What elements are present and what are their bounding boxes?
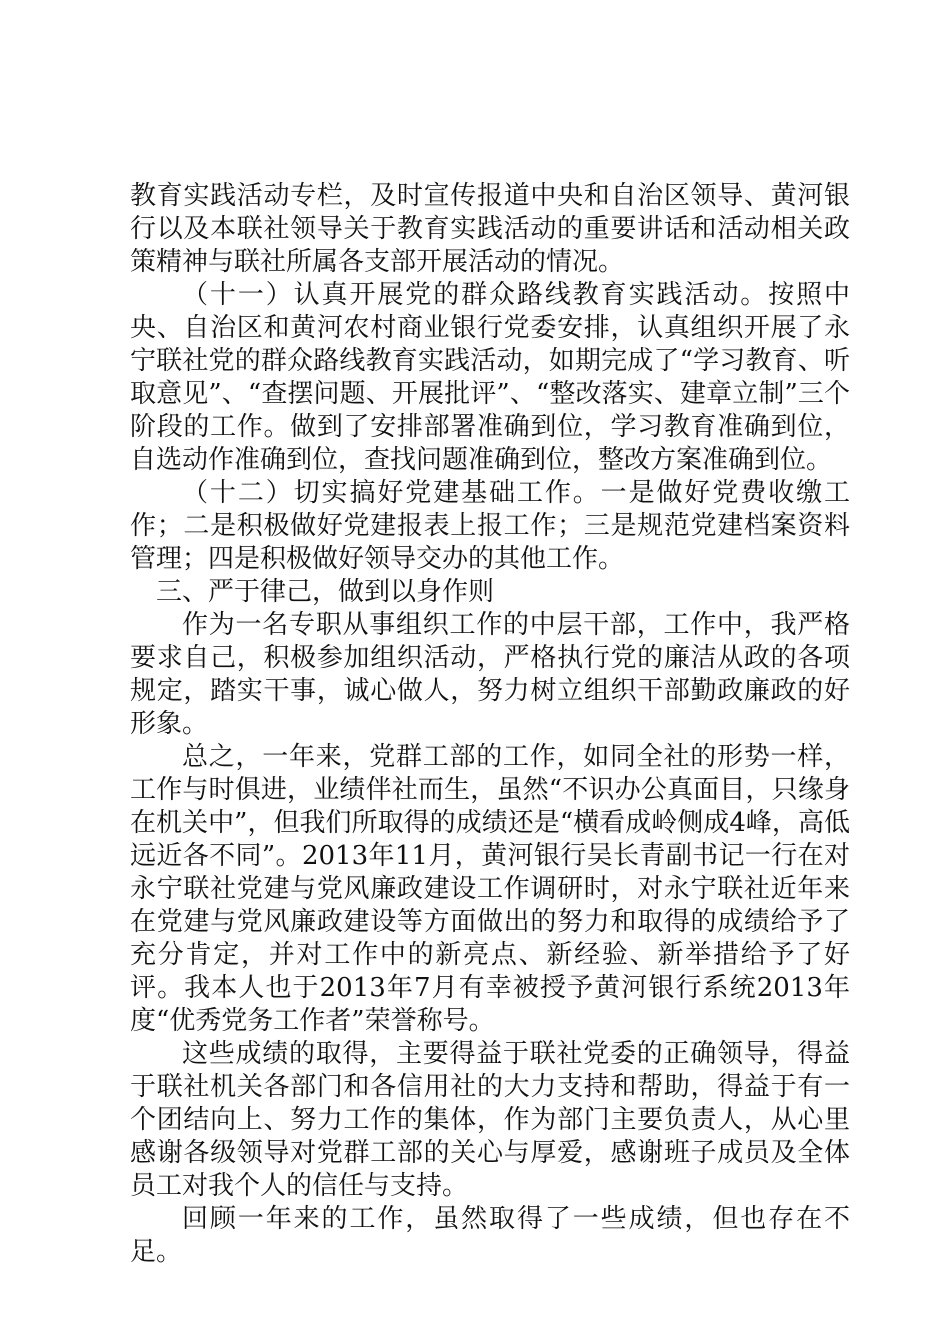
paragraph-item-eleven: （十一）认真开展党的群众路线教育实践活动。按照中央、自治区和黄河农村商业银行党委安排，认真组织开展了永宁联社党的群众路线教育实践活动，如期完成了“学习教育、听取意见”、“查摆问题、开展批评”、“整改落实、建章立制”三个阶段的工作。做到了安排部署准确到位，学习教育准确到位，自选动作准确到位，查找问题准确到位，整改方案准确到位。 <box>130 280 850 475</box>
paragraph-achievements: 这些成绩的取得，主要得益于联社党委的正确领导，得益于联社机关各部门和各信用社的大力支持和帮助，得益于有一个团结向上、努力工作的集体，作为部门主要负责人，从心里感谢各级领导对党群工部的关心与厚爱，感谢班子成员及全体员工对我个人的信任与支持。 <box>130 1039 850 1201</box>
paragraph-item-twelve: （十二）切实搞好党建基础工作。一是做好党费收缴工作；二是积极做好党建报表上报工作；三是规范党建档案资料管理；四是积极做好领导交办的其他工作。 <box>130 478 850 574</box>
paragraph-summary: 总之，一年来，党群工部的工作，如同全社的形势一样，工作与时俱进，业绩伴社而生，虽然“不识办公真面目，只缘身在机关中”，但我们所取得的成绩还是“横看成岭侧成4峰，高低远近各不同”。2013年11月，黄河银行吴长青副书记一行在对永宁联社党建与党风廉政建设工作调研时，对永宁联社近年来在党建与党风廉政建设等方面做出的努力和取得的成绩给予了充分肯定，并对工作中的新亮点、新经验、新举措给予了好评。我本人也于2013年7月有幸被授予黄河银行系统2013年度“优秀党务工作者”荣誉称号。 <box>130 742 850 1036</box>
document-body <box>130 180 850 1269</box>
paragraph-continuation: 教育实践活动专栏，及时宣传报道中央和自治区领导、黄河银行以及本联社领导关于教育实践活动的重要讲话和活动相关政策精神与联社所属各支部开展活动的情况。 <box>130 181 850 277</box>
paragraph-self-discipline: 作为一名专职从事组织工作的中层干部，工作中，我严格要求自己，积极参加组织活动，严格执行党的廉洁从政的各项规定，踏实干事，诚心做人，努力树立组织干部勤政廉政的好形象。 <box>130 610 850 739</box>
section-heading: 三、严于律己，做到以身作则 <box>156 577 495 607</box>
paragraph-review: 回顾一年来的工作，虽然取得了一些成绩，但也存在不足。 <box>130 1204 850 1267</box>
